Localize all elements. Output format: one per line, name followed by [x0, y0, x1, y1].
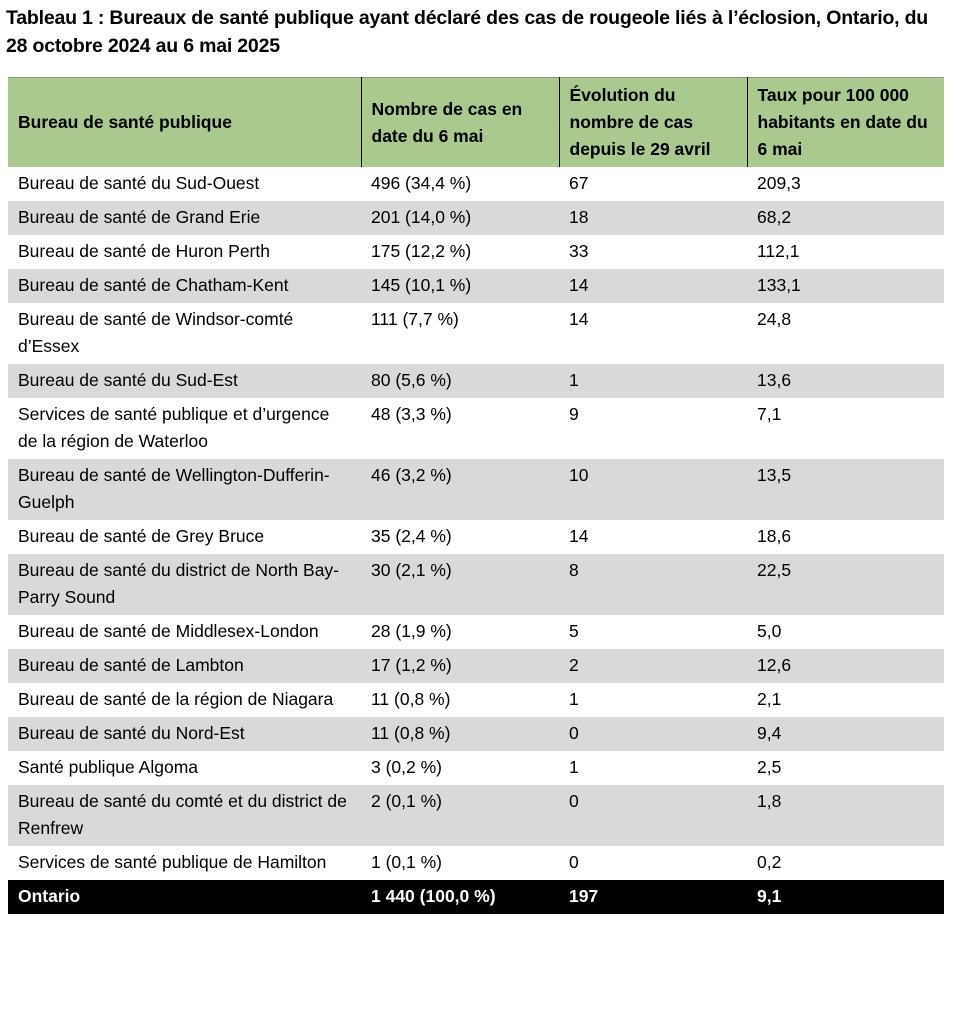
cell-health-unit: Bureau de santé de Grand Erie: [8, 201, 361, 235]
page-title: Tableau 1 : Bureaux de santé publique ayant déclaré des cas de rougeole liés à l’éclosion, Ontario, du 28 octobre 2024 au 6 mai 2025: [6, 7, 929, 57]
cell-case-change: 9: [559, 398, 747, 459]
table-row: [8, 459, 944, 520]
table-row: [8, 785, 944, 846]
header-health-unit: Bureau de santé publique: [8, 78, 361, 168]
cell-health-unit: Bureau de santé de Chatham-Kent: [8, 269, 361, 303]
table-row: [8, 167, 944, 201]
table-row: [8, 269, 944, 303]
cell-case-count: 201 (14,0 %): [361, 201, 559, 235]
total-rate: 9,1: [747, 880, 944, 914]
cell-health-unit: Bureau de santé du Sud-Est: [8, 364, 361, 398]
cell-case-change: 67: [559, 167, 747, 201]
cell-case-count: 2 (0,1 %): [361, 785, 559, 846]
cell-case-change: 0: [559, 717, 747, 751]
total-label: Ontario: [8, 880, 361, 914]
cell-rate: 7,1: [747, 398, 944, 459]
cell-rate: 1,8: [747, 785, 944, 846]
cell-rate: 2,5: [747, 751, 944, 785]
table-row: [8, 615, 944, 649]
cell-case-change: 1: [559, 683, 747, 717]
cell-rate: 5,0: [747, 615, 944, 649]
cell-rate: 13,6: [747, 364, 944, 398]
cell-case-count: 11 (0,8 %): [361, 683, 559, 717]
header-row: [8, 78, 944, 168]
cell-case-change: 10: [559, 459, 747, 520]
table-row: [8, 683, 944, 717]
table-row: [8, 520, 944, 554]
table-row: [8, 846, 944, 880]
cell-rate: 209,3: [747, 167, 944, 201]
cell-health-unit: Services de santé publique de Hamilton: [8, 846, 361, 880]
table-row: [8, 649, 944, 683]
cell-health-unit: Bureau de santé de Lambton: [8, 649, 361, 683]
total-case-change: 197: [559, 880, 747, 914]
cell-case-count: 30 (2,1 %): [361, 554, 559, 615]
table-row: [8, 398, 944, 459]
cell-case-count: 17 (1,2 %): [361, 649, 559, 683]
cell-health-unit: Santé publique Algoma: [8, 751, 361, 785]
cell-case-count: 3 (0,2 %): [361, 751, 559, 785]
cell-health-unit: Bureau de santé du comté et du district de Renfrew: [8, 785, 361, 846]
cell-case-change: 0: [559, 785, 747, 846]
table-row: [8, 201, 944, 235]
header-rate: Taux pour 100 000 habitants en date du 6 mai: [747, 78, 944, 168]
cell-rate: 12,6: [747, 649, 944, 683]
cell-rate: 112,1: [747, 235, 944, 269]
cell-case-change: 2: [559, 649, 747, 683]
table-row: [8, 364, 944, 398]
cell-health-unit: Bureau de santé de la région de Niagara: [8, 683, 361, 717]
cell-rate: 9,4: [747, 717, 944, 751]
header-case-change: Évolution du nombre de cas depuis le 29 avril: [559, 78, 747, 168]
cell-case-change: 8: [559, 554, 747, 615]
outbreak-cases-table: [8, 77, 944, 914]
cell-case-count: 175 (12,2 %): [361, 235, 559, 269]
cell-health-unit: Services de santé publique et d’urgence de la région de Waterloo: [8, 398, 361, 459]
cell-case-count: 496 (34,4 %): [361, 167, 559, 201]
cell-case-change: 18: [559, 201, 747, 235]
cell-case-change: 14: [559, 520, 747, 554]
total-row: [8, 880, 944, 914]
total-case-count: 1 440 (100,0 %): [361, 880, 559, 914]
cell-case-count: 1 (0,1 %): [361, 846, 559, 880]
cell-case-count: 80 (5,6 %): [361, 364, 559, 398]
cell-case-count: 48 (3,3 %): [361, 398, 559, 459]
cell-case-change: 14: [559, 303, 747, 364]
table-row: [8, 717, 944, 751]
cell-health-unit: Bureau de santé du district de North Bay-Parry Sound: [8, 554, 361, 615]
cell-rate: 2,1: [747, 683, 944, 717]
cell-case-change: 14: [559, 269, 747, 303]
cell-case-count: 35 (2,4 %): [361, 520, 559, 554]
table-body: [8, 167, 944, 880]
cell-case-count: 111 (7,7 %): [361, 303, 559, 364]
table-row: [8, 751, 944, 785]
table-header: [8, 78, 944, 168]
cell-case-count: 145 (10,1 %): [361, 269, 559, 303]
cell-case-change: 1: [559, 364, 747, 398]
cell-rate: 18,6: [747, 520, 944, 554]
cell-rate: 22,5: [747, 554, 944, 615]
cell-case-count: 46 (3,2 %): [361, 459, 559, 520]
cell-rate: 13,5: [747, 459, 944, 520]
table-row: [8, 554, 944, 615]
cell-case-change: 5: [559, 615, 747, 649]
cell-health-unit: Bureau de santé de Huron Perth: [8, 235, 361, 269]
cell-rate: 0,2: [747, 846, 944, 880]
cell-case-count: 11 (0,8 %): [361, 717, 559, 751]
cell-case-count: 28 (1,9 %): [361, 615, 559, 649]
table-row: [8, 303, 944, 364]
table-row: [8, 235, 944, 269]
cell-health-unit: Bureau de santé de Wellington-Dufferin-Guelph: [8, 459, 361, 520]
cell-health-unit: Bureau de santé de Windsor-comté d’Essex: [8, 303, 361, 364]
cell-case-change: 1: [559, 751, 747, 785]
cell-rate: 68,2: [747, 201, 944, 235]
cell-health-unit: Bureau de santé du Nord-Est: [8, 717, 361, 751]
cell-health-unit: Bureau de santé du Sud-Ouest: [8, 167, 361, 201]
cell-rate: 133,1: [747, 269, 944, 303]
cell-case-change: 33: [559, 235, 747, 269]
cell-case-change: 0: [559, 846, 747, 880]
cell-rate: 24,8: [747, 303, 944, 364]
header-case-count: Nombre de cas en date du 6 mai: [361, 78, 559, 168]
cell-health-unit: Bureau de santé de Middlesex-London: [8, 615, 361, 649]
table-footer: [8, 880, 944, 914]
cell-health-unit: Bureau de santé de Grey Bruce: [8, 520, 361, 554]
